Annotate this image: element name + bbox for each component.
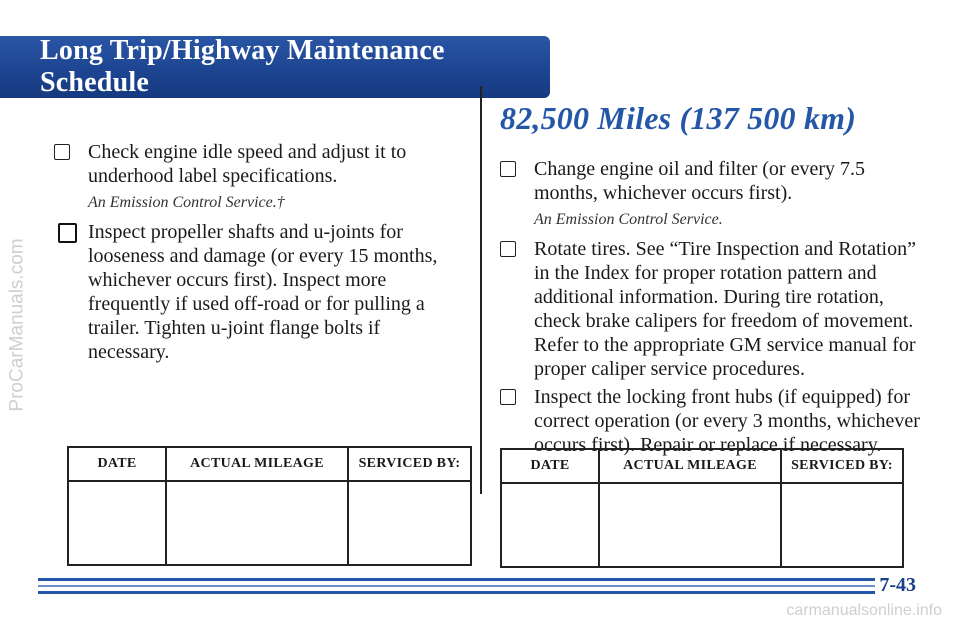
table-cell-date[interactable]	[501, 483, 599, 567]
item-text: Inspect propeller shafts and u-joints for looseness and damage (or every 15 months, whichever occurs first). Inspect more frequently if used off-road or for pulling a trailer. Tighten u-joint flange bolts if necessary.	[88, 221, 438, 363]
table-header-serviced-by: SERVICED BY:	[781, 449, 903, 483]
table-header-mileage: ACTUAL MILEAGE	[166, 447, 348, 481]
footer-rule	[38, 585, 914, 587]
page-number: 7-43	[875, 574, 920, 597]
table-header-date: DATE	[68, 447, 166, 481]
mileage-heading: 82,500 Miles (137 500 km)	[500, 100, 857, 136]
table-header-serviced-by: SERVICED BY:	[348, 447, 471, 481]
item-text: Check engine idle speed and adjust it to underhood label specifications.	[88, 141, 407, 187]
page-title: Long Trip/Highway Maintenance Schedule	[40, 35, 445, 98]
list-item	[500, 157, 920, 205]
checkbox-icon[interactable]	[54, 144, 70, 160]
table-cell-date[interactable]	[68, 481, 166, 565]
emission-note: An Emission Control Service.	[534, 211, 723, 228]
item-text: Change engine oil and filter (or every 7.5 months, whichever occurs first).	[534, 158, 865, 204]
checkbox-icon[interactable]	[500, 241, 516, 257]
section-header	[0, 36, 550, 98]
table-cell-mileage[interactable]	[599, 483, 781, 567]
table-cell-serviced-by[interactable]	[781, 483, 903, 567]
item-text: Rotate tires. See “Tire Inspection and Rotation” in the Index for proper rotation pattern and additional information. During tire rotation, check brake calipers for freedom of movement. Refer to the appropriate GM service manual for proper caliper service procedures.	[534, 238, 916, 380]
list-item	[500, 237, 920, 381]
table-header-mileage: ACTUAL MILEAGE	[599, 449, 781, 483]
item-text: Inspect the locking front hubs (if equipped) for correct operation (or every 3 months, whichever occurs first). Repair or replace if necessary.	[534, 386, 920, 456]
list-item	[500, 385, 920, 457]
checkbox-icon[interactable]	[58, 223, 77, 243]
side-watermark-text: ProCarManuals.com	[7, 238, 29, 412]
column-divider	[480, 86, 482, 494]
footer-rule	[38, 591, 914, 594]
checkbox-icon[interactable]	[500, 389, 516, 405]
right-column	[500, 100, 920, 457]
table-cell-serviced-by[interactable]	[348, 481, 471, 565]
table-cell-mileage[interactable]	[166, 481, 348, 565]
list-item	[54, 140, 464, 188]
list-item	[54, 220, 464, 364]
left-column	[54, 140, 464, 364]
checkbox-icon[interactable]	[500, 161, 516, 177]
side-watermark	[4, 60, 32, 590]
footer-watermark: carmanualsonline.info	[786, 602, 942, 619]
service-record-table-left	[67, 446, 472, 566]
footer-rule	[38, 578, 914, 581]
table-header-date: DATE	[501, 449, 599, 483]
service-record-table-right	[500, 448, 904, 568]
emission-note: An Emission Control Service.†	[88, 194, 285, 211]
